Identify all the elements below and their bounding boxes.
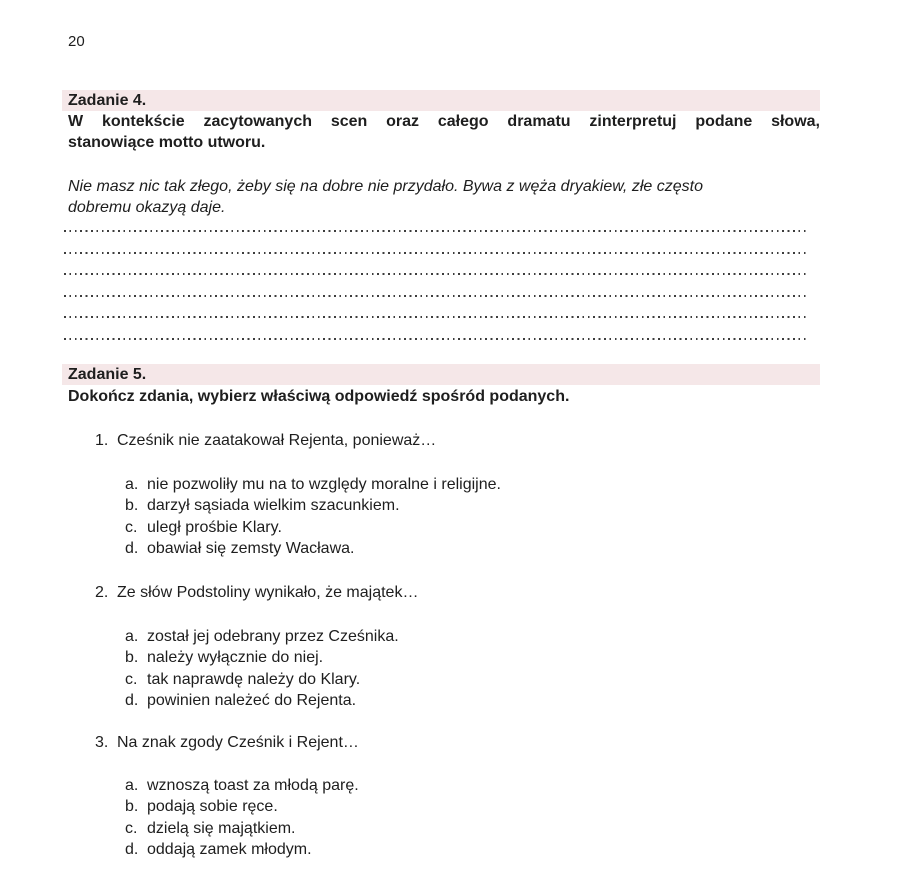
answer-line <box>64 295 806 297</box>
question-1-options <box>125 474 501 560</box>
option-item <box>125 626 399 647</box>
task4-motto-line2: dobremu okazyą daje. <box>68 199 226 216</box>
option-item <box>125 647 399 668</box>
task4-answer-lines <box>64 230 806 359</box>
task4-motto-line1: Nie masz nic tak złego, żeby się na dobre nie przydało. Bywa z węża dryakiew, złe często <box>68 178 703 195</box>
option-item <box>125 517 501 538</box>
answer-line <box>64 273 806 275</box>
task4-header-band <box>62 90 820 111</box>
option-text: obawiał się zemsty Wacława. <box>147 540 355 558</box>
answer-line <box>64 230 806 232</box>
option-item <box>125 495 501 516</box>
option-text: wznoszą toast za młodą parę. <box>147 777 359 794</box>
option-letter: d. <box>125 692 139 710</box>
option-letter: a. <box>125 476 139 493</box>
option-letter: c. <box>125 670 138 688</box>
question-1 <box>95 430 436 451</box>
question-2 <box>95 582 418 603</box>
option-item <box>125 775 359 796</box>
option-letter: a. <box>125 628 139 645</box>
option-text: darzył sąsiada wielkim szacunkiem. <box>147 497 400 515</box>
answer-line <box>64 252 806 254</box>
option-text: nie pozwoliły mu na to względy moralne i religijne. <box>147 476 501 493</box>
option-letter: d. <box>125 841 139 859</box>
task4-title: Zadanie 4. <box>68 92 147 109</box>
question-1-number: 1. <box>95 432 109 449</box>
option-item <box>125 796 359 817</box>
option-text: uległ prośbie Klary. <box>147 518 282 536</box>
option-text: tak naprawdę należy do Klary. <box>147 670 361 688</box>
option-item <box>125 474 501 495</box>
question-3 <box>95 732 359 753</box>
option-letter: d. <box>125 540 139 558</box>
option-letter: a. <box>125 777 139 794</box>
option-letter: c. <box>125 518 138 536</box>
page-number: 20 <box>68 33 85 50</box>
option-text: podają sobie ręce. <box>147 798 278 816</box>
task4-motto <box>68 176 833 218</box>
task4-instruction-line1: W kontekście zacytowanych scen oraz całego dramatu zinterpretuj podane słowa, <box>68 113 820 130</box>
option-item <box>125 690 399 711</box>
task4-instruction-line2: stanowiące motto utworu. <box>68 134 266 151</box>
option-letter: b. <box>125 798 139 816</box>
option-text: należy wyłącznie do niej. <box>147 649 324 667</box>
question-3-options <box>125 775 359 861</box>
task5-header-band <box>62 364 820 385</box>
option-item <box>125 538 501 559</box>
question-3-number: 3. <box>95 734 109 751</box>
question-2-number: 2. <box>95 584 109 601</box>
answer-line <box>64 316 806 318</box>
question-3-text: Na znak zgody Cześnik i Rejent… <box>117 734 359 751</box>
option-item <box>125 839 359 860</box>
option-text: powinien należeć do Rejenta. <box>147 692 357 710</box>
option-item <box>125 818 359 839</box>
task5-title: Zadanie 5. <box>68 366 147 383</box>
answer-line <box>64 338 806 340</box>
option-letter: c. <box>125 819 138 837</box>
option-letter: b. <box>125 497 139 515</box>
question-2-options <box>125 626 399 712</box>
question-1-text: Cześnik nie zaatakował Rejenta, ponieważ… <box>117 432 437 449</box>
option-text: został jej odebrany przez Cześnika. <box>147 628 399 645</box>
task5-instruction: Dokończ zdania, wybierz właściwą odpowiedź spośród podanych. <box>68 388 570 405</box>
option-text: oddają zamek młodym. <box>147 841 312 859</box>
option-letter: b. <box>125 649 139 667</box>
question-2-text: Ze słów Podstoliny wynikało, że majątek… <box>117 584 419 601</box>
task4-instruction <box>68 111 820 153</box>
option-item <box>125 669 399 690</box>
option-text: dzielą się majątkiem. <box>147 819 296 837</box>
